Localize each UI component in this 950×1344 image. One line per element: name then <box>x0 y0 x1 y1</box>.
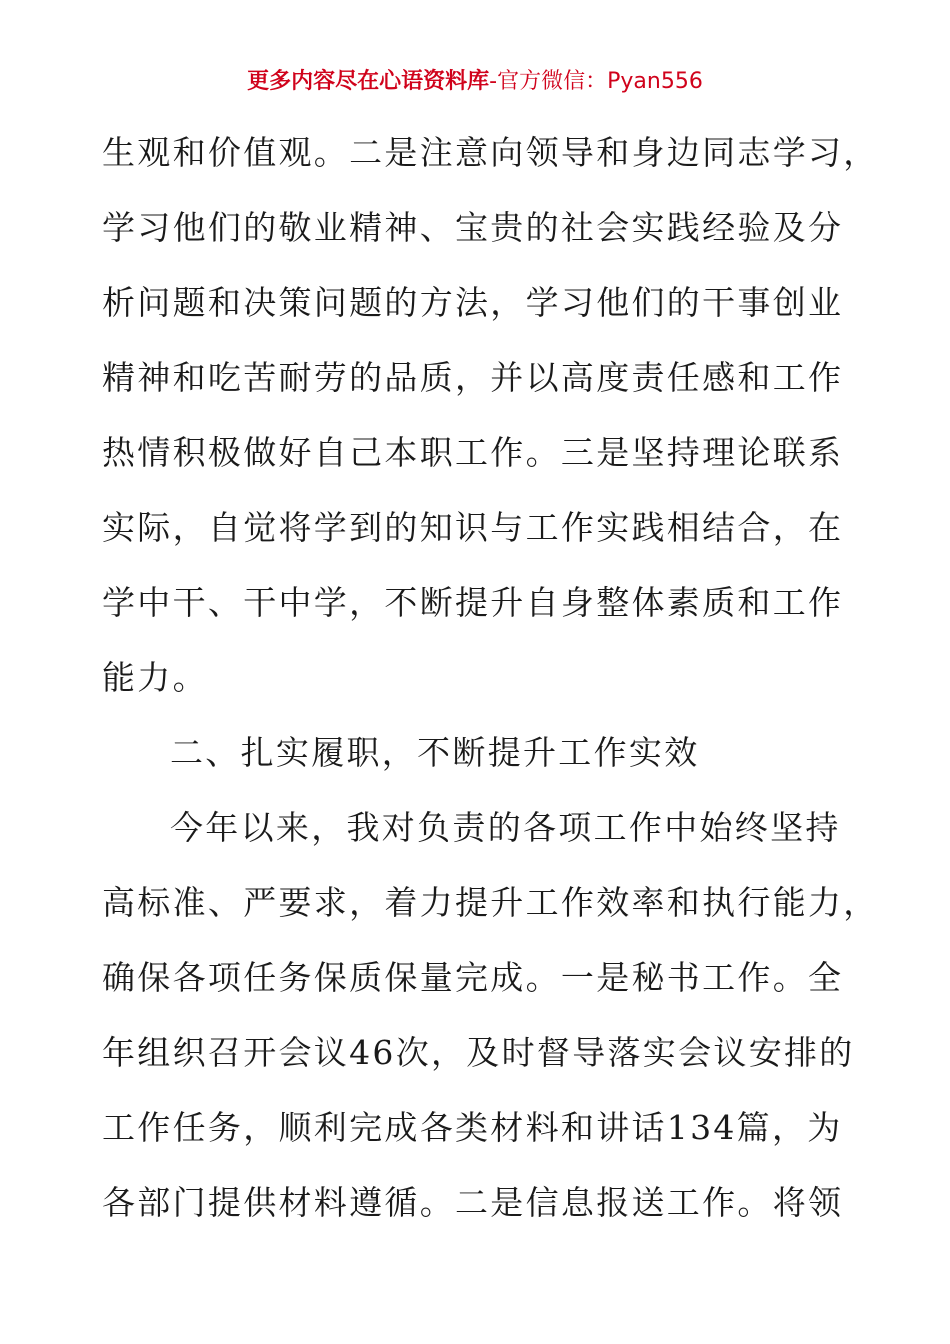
text-line: 学习他们的敬业精神、宝贵的社会实践经验及分 <box>102 208 844 247</box>
text-line: 学中干、干中学，不断提升自身整体素质和工作 <box>102 583 844 622</box>
text-line: 实际，自觉将学到的知识与工作实践相结合，在 <box>102 508 844 547</box>
header-wechat: -官方微信：Pyan556 <box>489 69 703 94</box>
text-line: 各部门提供材料遵循。二是信息报送工作。将领 <box>102 1183 844 1222</box>
watermark-header <box>0 66 950 97</box>
paragraph-start-line: 今年以来，我对负责的各项工作中始终坚持 <box>170 808 841 847</box>
document-body <box>102 115 879 1240</box>
text-line: 热情积极做好自己本职工作。三是坚持理论联系 <box>102 433 844 472</box>
text-line: 能力。 <box>102 658 208 697</box>
header-site-name: 更多内容尽在心语资料库 <box>247 68 490 94</box>
text-line: 生观和价值观。二是注意向领导和身边同志学习， <box>102 133 879 172</box>
text-line: 精神和吃苦耐劳的品质，并以高度责任感和工作 <box>102 358 844 397</box>
text-line: 工作任务，顺利完成各类材料和讲话134篇，为 <box>102 1108 843 1147</box>
text-line: 高标准、严要求，着力提升工作效率和执行能力， <box>102 883 879 922</box>
text-line: 确保各项任务保质保量完成。一是秘书工作。全 <box>102 958 844 997</box>
section-heading: 二、扎实履职，不断提升工作实效 <box>170 733 700 772</box>
text-line: 析问题和决策问题的方法，学习他们的干事创业 <box>102 283 844 322</box>
text-line: 年组织召开会议46次，及时督导落实会议安排的 <box>102 1033 855 1072</box>
